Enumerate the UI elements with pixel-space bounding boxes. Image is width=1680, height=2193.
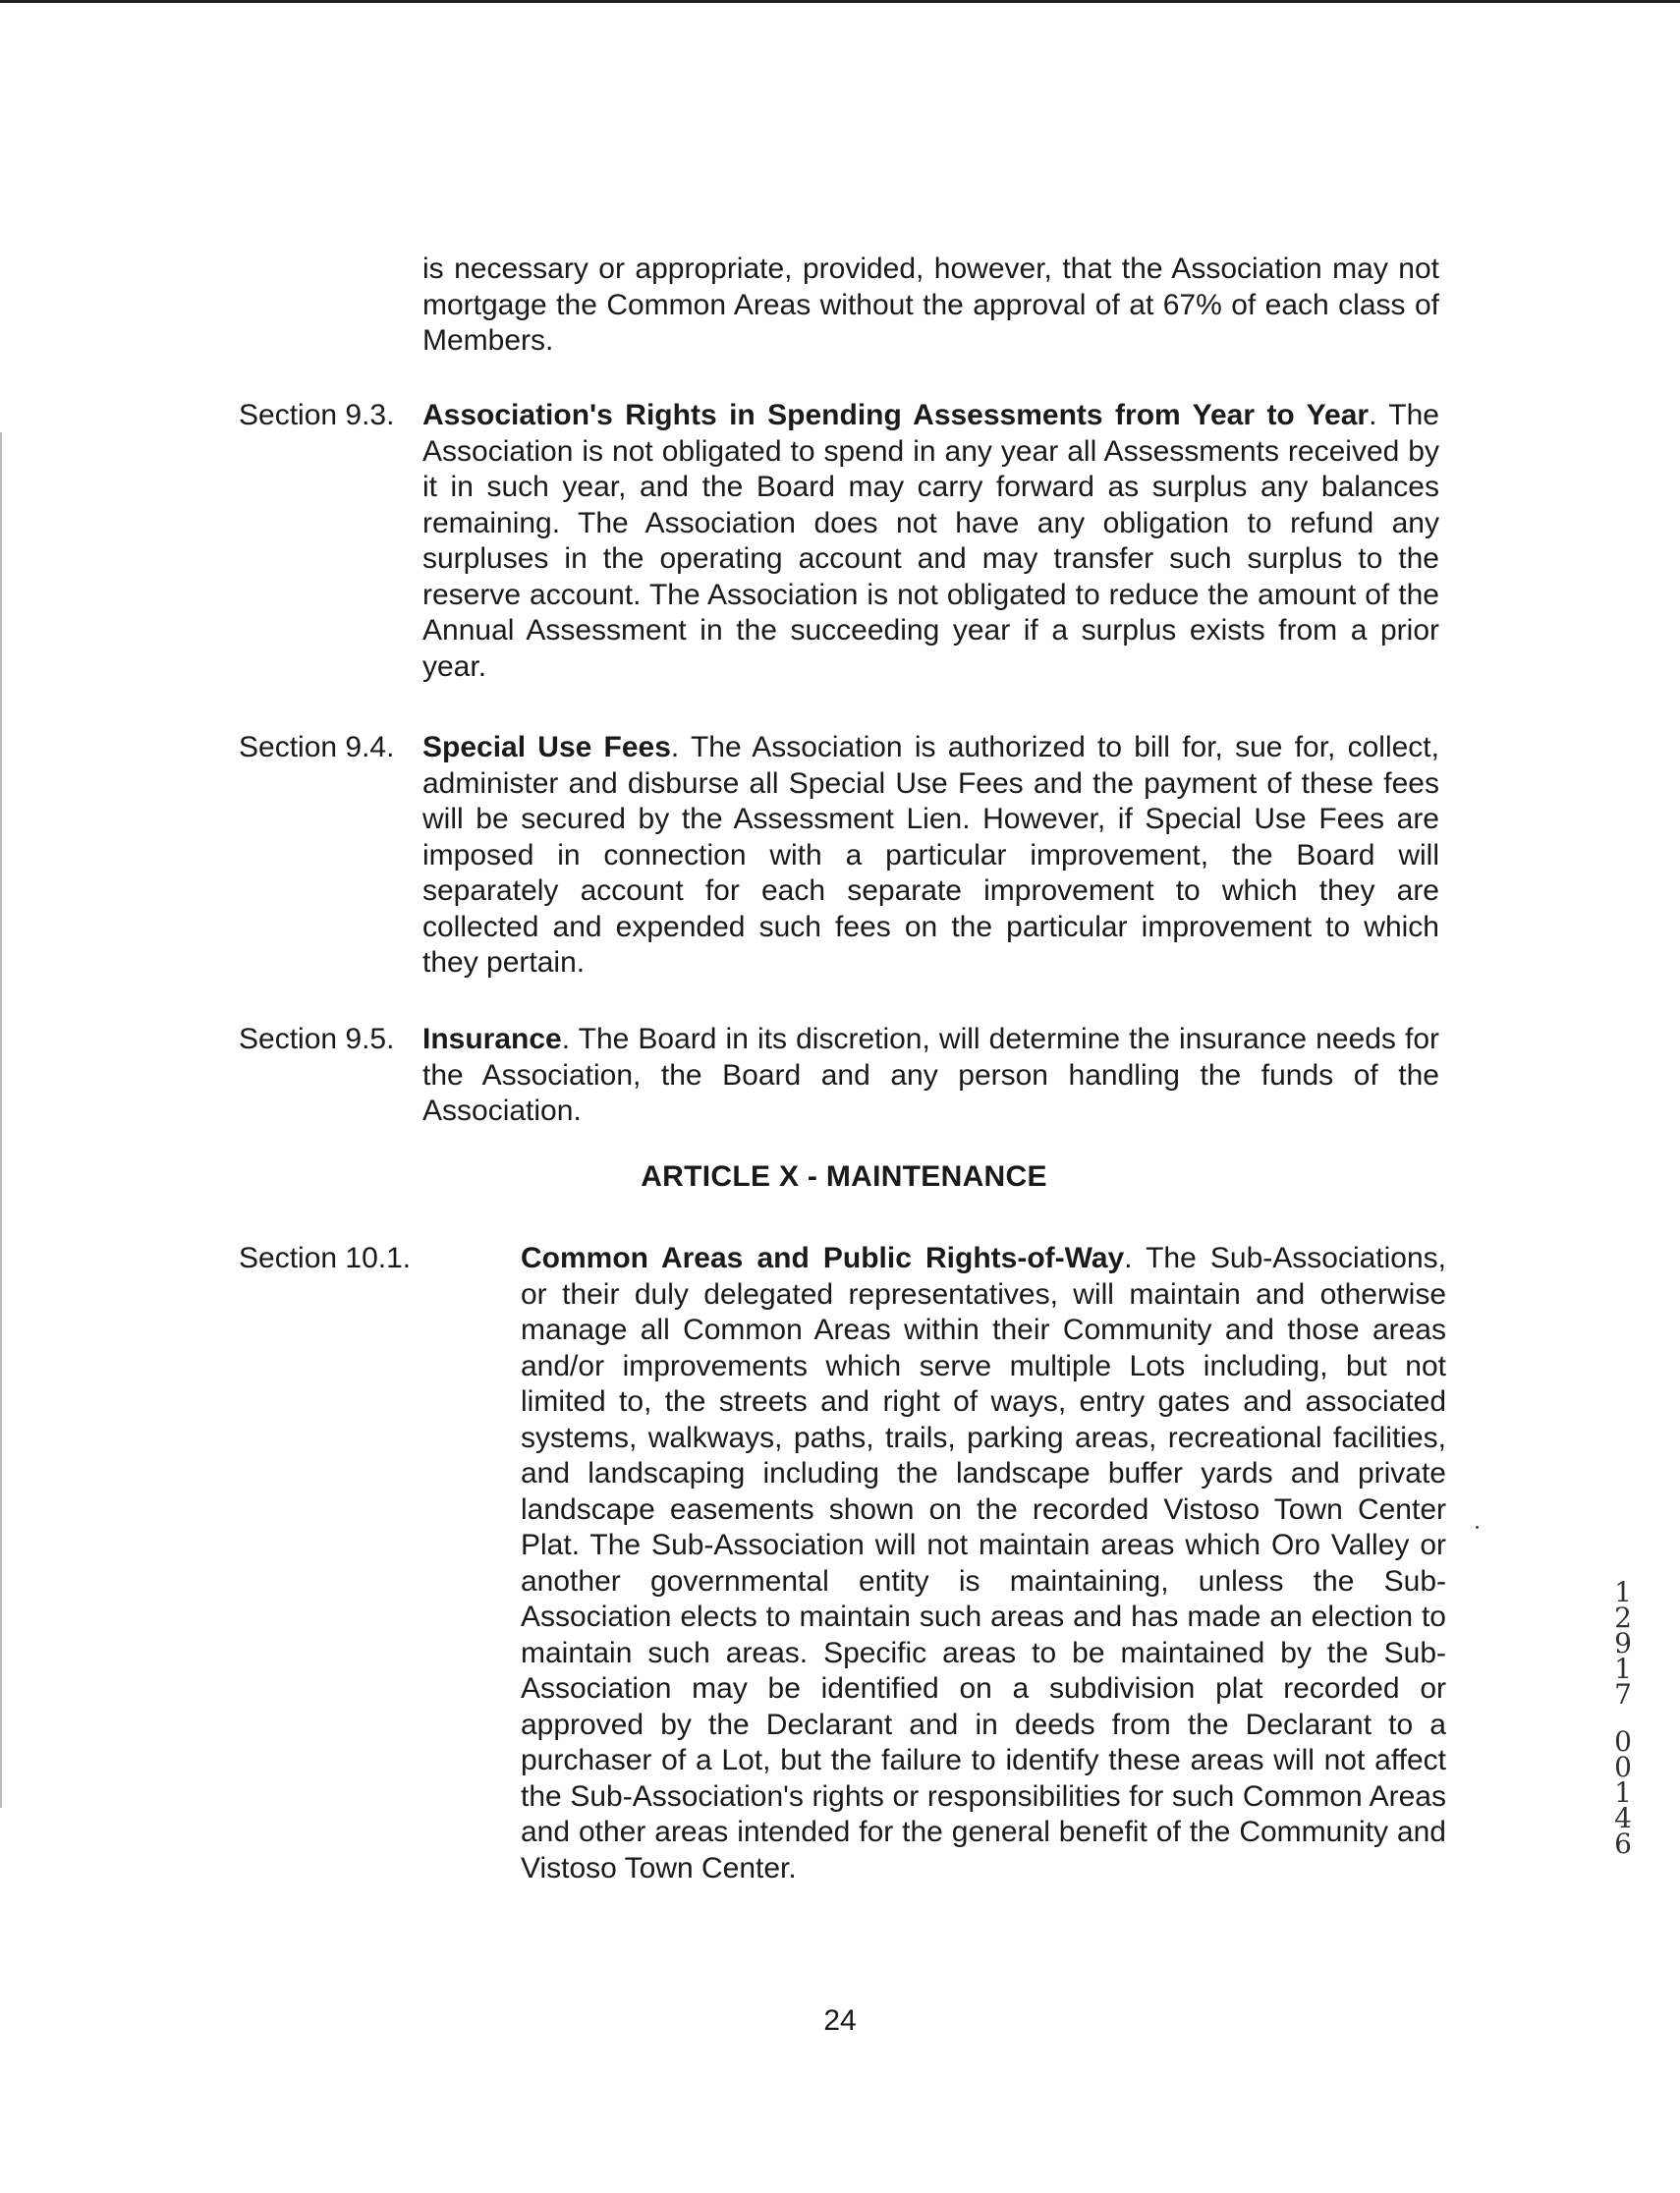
section-text-9-4: . The Association is authorized to bill for, sue for, collect, administer and disburse all Special Use Fees and the payment of these fees will be secured by the Assessment Lien. However, if Special Use Fees are imposed in connection with a particular improvement, the Board will separately account for each separate improvement to which they are collected and expended such fees on the particular improvement to which they pertain. [422, 731, 1439, 979]
page-number: 24 [823, 2004, 857, 2037]
section-text-9-5: . The Board in its discretion, will determine the insurance needs for the Association, the Board and any person handling the funds of the Association. [422, 1023, 1439, 1127]
bates-digit: 4 [1614, 1802, 1632, 1834]
section-text-10-1: . The Sub-Associations, or their duly delegated representatives, will maintain and otherwise manage all Common Areas within their Community and those areas and/or improvements which serve multiple Lots including, but not limited to, the streets and right of ways, entry gates and associated systems, walkways, paths, trails, parking areas, recreational facilities, and landscaping including the landscape buffer yards and private landscape easements shown on the recorded Vistoso Town Center Plat. The Sub-Association will not maintain areas which Oro Valley or another governmental entity is maintaining, unless the Sub-Association elects to maintain such areas and has made an election to maintain such areas. Specific areas to be maintained by the Sub-Association may be identified on a subdivision plat recorded or approved by the Declarant and in deeds from the Declarant to a purchaser of a Lot, but the failure to identify these areas will not affect the Sub-Association's rights or responsibilities for such Common Areas and other areas intended for the general benefit of the Community and Vistoso Town Center. [521, 1242, 1446, 1884]
continuation-paragraph: is necessary or appropriate, provided, however, that the Association may not mortgage the Common Areas without the approval of at 67% of each class of Members. [422, 253, 1439, 357]
bates-digit: 9 [1614, 1627, 1632, 1659]
section-label-9-4: Section 9.4. [239, 731, 395, 763]
section-body-9-3 [422, 398, 1439, 685]
bates-digit: 1 [1614, 1576, 1632, 1608]
bates-digit: 0 [1614, 1725, 1632, 1758]
section-heading-9-3: Association's Rights in Spending Assessments from Year to Year [422, 399, 1370, 431]
section-body-10-1 [521, 1241, 1446, 1886]
section-heading-9-5: Insurance [422, 1023, 562, 1055]
section-label-9-3: Section 9.3. [239, 399, 395, 431]
bates-digit: 7 [1614, 1678, 1632, 1711]
bates-digit: 2 [1614, 1602, 1632, 1634]
section-body-9-5 [422, 1022, 1439, 1130]
section-text-9-3: . The Association is not obligated to spend in any year all Assessments received by it in such year, and the Board may carry forward as surplus any balances remaining. The Association does not have any obligation to refund any surpluses in the operating account and may transfer such surplus to the reserve account. The Association is not obligated to reduce the amount of the Annual Assessment in the succeeding year if a surplus exists from a prior year. [422, 399, 1439, 683]
article-title: ARTICLE X - MAINTENANCE [641, 1160, 1047, 1193]
section-heading-9-4: Special Use Fees [422, 731, 671, 763]
bates-digit: 1 [1614, 1653, 1632, 1685]
section-label-10-1: Section 10.1. [239, 1242, 412, 1274]
bates-digit: 6 [1614, 1828, 1632, 1860]
section-body-9-4 [422, 730, 1439, 982]
bates-stamp [1605, 1576, 1641, 1860]
scan-speck [1476, 1526, 1479, 1529]
bates-digit: 0 [1614, 1751, 1632, 1783]
section-label-9-5: Section 9.5. [239, 1023, 395, 1055]
section-heading-10-1: Common Areas and Public Rights-of-Way [521, 1242, 1125, 1274]
bates-digit: 1 [1614, 1776, 1632, 1809]
